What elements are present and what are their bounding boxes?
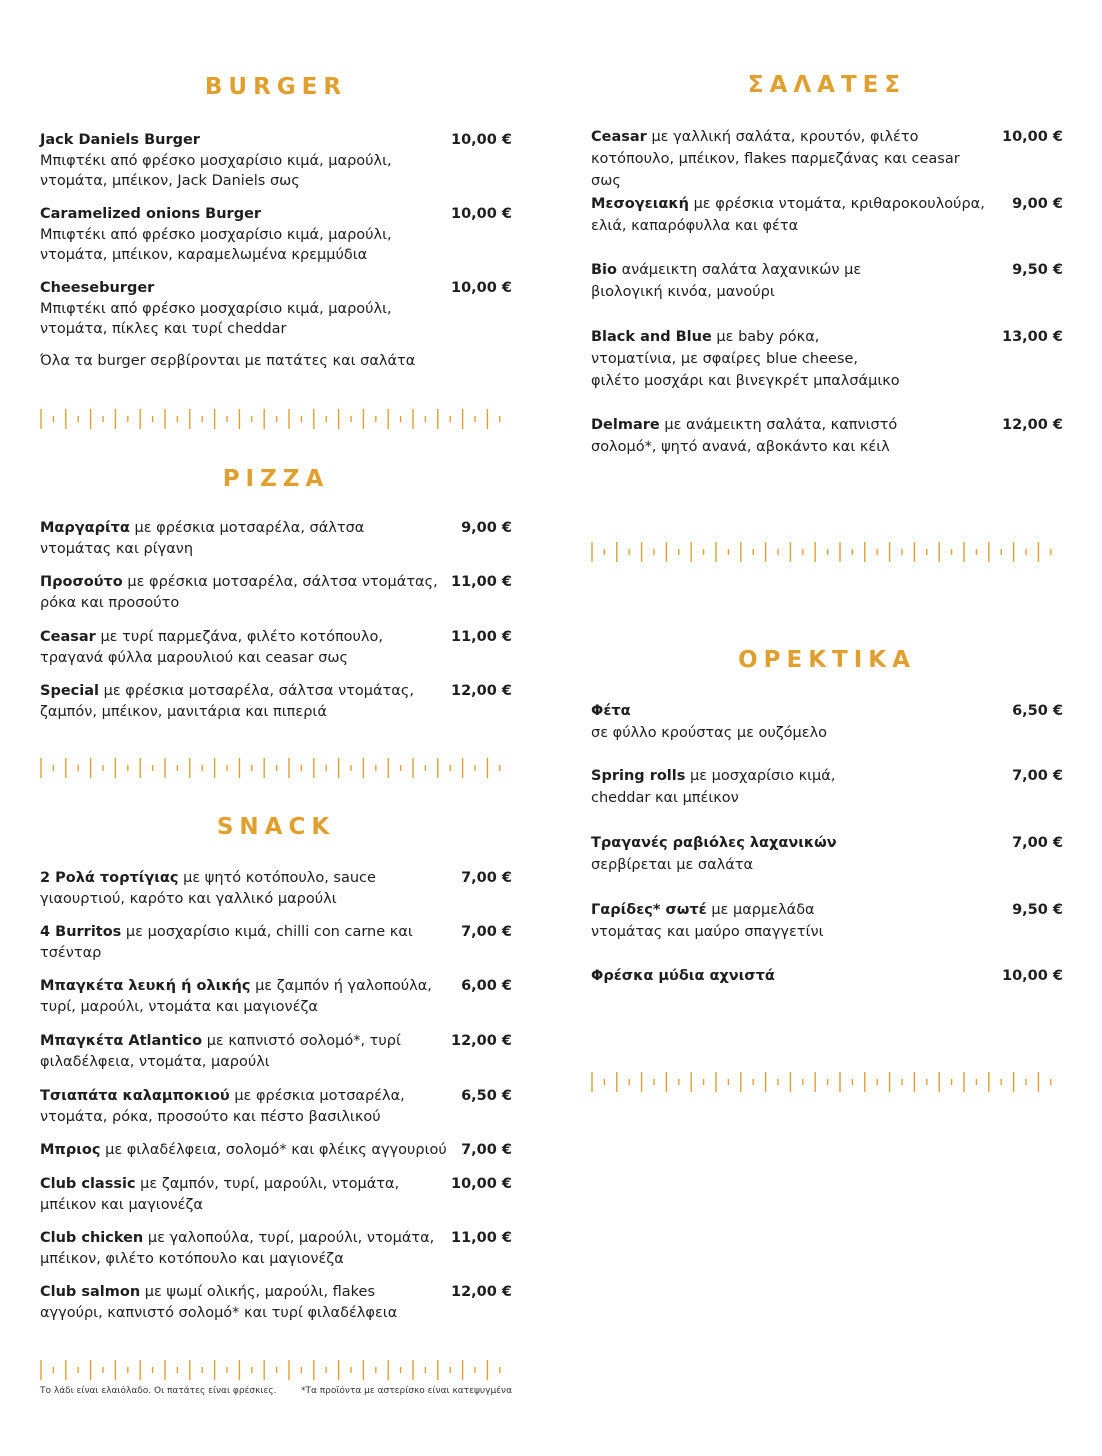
menu-item <box>40 204 512 266</box>
item-description: Μπιφτέκι από φρέσκο μοσχαρίσιο κιμά, μαρούλι, ντομάτα, μπέικον, καραμελωμένα κρεμμύδια <box>40 226 392 263</box>
item-name: Cheeseburger <box>40 280 155 296</box>
item-description: με μαρμελάδα ντομάτας και μαύρο σπαγγετίνι <box>591 902 824 940</box>
menu-item <box>40 572 512 613</box>
item-price: 6,00 € <box>461 978 512 994</box>
item-price: 10,00 € <box>450 280 512 296</box>
item-name: Φέτα <box>591 703 631 719</box>
item-price: 10,00 € <box>1001 129 1063 145</box>
menu-item <box>591 326 1063 392</box>
menu-item <box>40 681 512 722</box>
item-price: 12,00 € <box>450 1033 512 1049</box>
item-description: με μοσχαρίσιο κιμά, cheddar και μπέικον <box>591 768 836 806</box>
item-description: με καπνιστό σολομό*, τυρί φιλαδέλφεια, ντομάτα, μαρούλι <box>40 1033 401 1070</box>
item-price: 11,00 € <box>450 574 512 590</box>
menu-item <box>40 1031 512 1072</box>
menu-item <box>40 868 512 909</box>
item-name: Μαργαρίτα <box>40 520 130 536</box>
item-price: 10,00 € <box>1001 968 1063 984</box>
orektika-heading: ΟΡΕΚΤΙΚΑ <box>738 647 916 673</box>
decorative-divider <box>591 542 1063 562</box>
menu-item <box>591 259 1063 303</box>
decorative-divider <box>591 1072 1063 1092</box>
item-description: με φρέσκια μοτσαρέλα, σάλτσα ντομάτας, ρόκα και προσούτο <box>40 574 438 611</box>
item-description: με ψητό κοτόπουλο, sauce γιαουρτιού, καρότο και γαλλικό μαρούλι <box>40 870 376 907</box>
pizza-heading: PIZZA <box>222 466 330 492</box>
item-name: Προσούτο <box>40 574 123 590</box>
menu-item <box>40 518 512 559</box>
menu-item <box>591 899 1063 943</box>
menu-item <box>40 976 512 1017</box>
menu-item <box>40 1086 512 1127</box>
item-price: 9,50 € <box>1012 902 1063 918</box>
item-name: Jack Daniels Burger <box>40 132 200 148</box>
item-description: σερβίρεται με σαλάτα <box>591 857 754 873</box>
item-name: Club classic <box>40 1176 136 1192</box>
item-name: Τραγανές ραβιόλες λαχανικών <box>591 835 837 851</box>
item-description: με φιλαδέλφεια, σολομό* και φλέικς αγγουριού <box>105 1142 447 1158</box>
item-name: Club salmon <box>40 1284 141 1300</box>
item-name: Bio <box>591 262 617 278</box>
item-name: Τσιαπάτα καλαμποκιού <box>40 1088 230 1104</box>
item-description: με γαλοπούλα, τυρί, μαρούλι, ντομάτα, μπέικον, φιλέτο κοτόπουλο και μαγιονέζα <box>40 1230 435 1267</box>
item-name: 2 Ρολά τορτίγιας <box>40 870 179 886</box>
item-price: 10,00 € <box>450 206 512 222</box>
item-name: Φρέσκα μύδια αχνιστά <box>591 968 775 984</box>
item-description: σε φύλλο κρούστας με ουζόμελο <box>591 725 828 741</box>
item-description: με μοσχαρίσιο κιμά, chilli con carne και τσένταρ <box>40 924 413 961</box>
item-name: Ceasar <box>40 629 96 645</box>
item-price: 6,50 € <box>461 1088 512 1104</box>
item-price: 7,00 € <box>1012 835 1063 851</box>
menu-item <box>40 1282 512 1323</box>
item-name: 4 Burritos <box>40 924 122 940</box>
menu-item <box>591 965 1063 987</box>
item-description: με ζαμπόν ή γαλοπούλα, τυρί, μαρούλι, ντομάτα και μαγιονέζα <box>40 978 432 1015</box>
item-price: 11,00 € <box>450 629 512 645</box>
menu-item <box>591 765 1063 809</box>
item-price: 7,00 € <box>461 1142 512 1158</box>
item-description: με γαλλική σαλάτα, κρουτόν, φιλέτο κοτόπουλο, μπέικον, flakes παρμεζάνας και ceasar σως <box>591 129 960 189</box>
item-description: με φρέσκια ντομάτα, κριθαροκουλούρα, ελιά, καπαρόφυλλα και φέτα <box>591 196 985 234</box>
item-description: με φρέσκια μοτσαρέλα, σάλτσα ντομάτας και ρίγανη <box>40 520 365 557</box>
item-name: Γαρίδες* σωτέ <box>591 902 707 918</box>
menu-item <box>591 193 1063 237</box>
item-description: Μπιφτέκι από φρέσκο μοσχαρίσιο κιμά, μαρούλι, ντομάτα, μπέικον, Jack Daniels σως <box>40 152 392 189</box>
menu-item <box>40 1140 512 1161</box>
item-price: 9,50 € <box>1012 262 1063 278</box>
item-name: Μεσογειακή <box>591 196 689 212</box>
item-price: 13,00 € <box>1001 329 1063 345</box>
menu-item <box>40 278 512 340</box>
item-name: Caramelized onions Burger <box>40 206 262 222</box>
item-name: Μπαγκέτα λευκή ή ολικής <box>40 978 251 994</box>
item-name: Spring rolls <box>591 768 686 784</box>
menu-item <box>591 700 1063 744</box>
item-name: Black and Blue <box>591 329 712 345</box>
item-description: με ζαμπόν, τυρί, μαρούλι, ντομάτα, μπέικον και μαγιονέζα <box>40 1176 400 1213</box>
item-price: 9,00 € <box>1012 196 1063 212</box>
item-price: 10,00 € <box>450 132 512 148</box>
item-price: 6,50 € <box>1012 703 1063 719</box>
item-price: 12,00 € <box>450 1284 512 1300</box>
decorative-divider <box>40 1360 512 1380</box>
menu-item <box>591 832 1063 876</box>
decorative-divider <box>40 758 512 778</box>
menu-item <box>40 627 512 668</box>
burger-note: Όλα τα burger σερβίρονται με πατάτες και σαλάτα <box>40 353 416 369</box>
menu-item <box>591 414 1063 458</box>
item-description: με baby ρόκα, ντοματίνια, με σφαίρες blue cheese, φιλέτο μοσχάρι και βινεγκρέτ μπαλσάμικο <box>591 329 900 389</box>
item-name: Ceasar <box>591 129 647 145</box>
item-price: 7,00 € <box>1012 768 1063 784</box>
item-description: με φρέσκια μοτσαρέλα, σάλτσα ντομάτας, ζαμπόν, μπέικον, μανιτάρια και πιπεριά <box>40 683 414 720</box>
snack-heading: SNACK <box>216 814 336 840</box>
item-price: 11,00 € <box>450 1230 512 1246</box>
menu-item <box>40 1174 512 1215</box>
item-price: 12,00 € <box>1001 417 1063 433</box>
menu-item <box>40 922 512 963</box>
item-price: 7,00 € <box>461 924 512 940</box>
item-name: Delmare <box>591 417 660 433</box>
menu-item <box>40 130 512 192</box>
item-description: Μπιφτέκι από φρέσκο μοσχαρίσιο κιμά, μαρούλι, ντομάτα, πίκλες και τυρί cheddar <box>40 300 392 337</box>
menu-item <box>591 126 1063 192</box>
item-price: 9,00 € <box>461 520 512 536</box>
burger-heading: BURGER <box>204 74 348 100</box>
item-name: Club chicken <box>40 1230 144 1246</box>
decorative-divider <box>40 409 512 429</box>
footer-note-right: *Τα προϊόντα με αστερίσκο είναι κατεψυγμένα <box>300 1386 512 1396</box>
item-name: Μπαγκέτα Atlantico <box>40 1033 203 1049</box>
item-description: με τυρί παρμεζάνα, φιλέτο κοτόπουλο, τραγανά φύλλα μαρουλιού και ceasar σως <box>40 629 383 666</box>
item-description: με ψωμί ολικής, μαρούλι, flakes αγγούρι, καπνιστό σολομό* και τυρί φιλαδέλφεια <box>40 1284 398 1321</box>
item-price: 7,00 € <box>461 870 512 886</box>
item-price: 12,00 € <box>450 683 512 699</box>
salates-heading: ΣΑΛΑΤΕΣ <box>747 72 907 98</box>
footer-note-left: Το λάδι είναι ελαιόλαδο. Οι πατάτες είναι φρέσκιες. <box>40 1386 277 1396</box>
item-description: ανάμεικτη σαλάτα λαχανικών με βιολογική κινόα, μανούρι <box>591 262 862 300</box>
item-description: με ανάμεικτη σαλάτα, καπνιστό σολομό*, ψητό ανανά, αβοκάντο και κέιλ <box>591 417 898 455</box>
item-name: Special <box>40 683 99 699</box>
item-name: Μπριος <box>40 1142 101 1158</box>
item-price: 10,00 € <box>450 1176 512 1192</box>
item-description: με φρέσκια μοτσαρέλα, ντομάτα, ρόκα, προσούτο και πέστο βασιλικού <box>40 1088 405 1125</box>
menu-item <box>40 1228 512 1269</box>
